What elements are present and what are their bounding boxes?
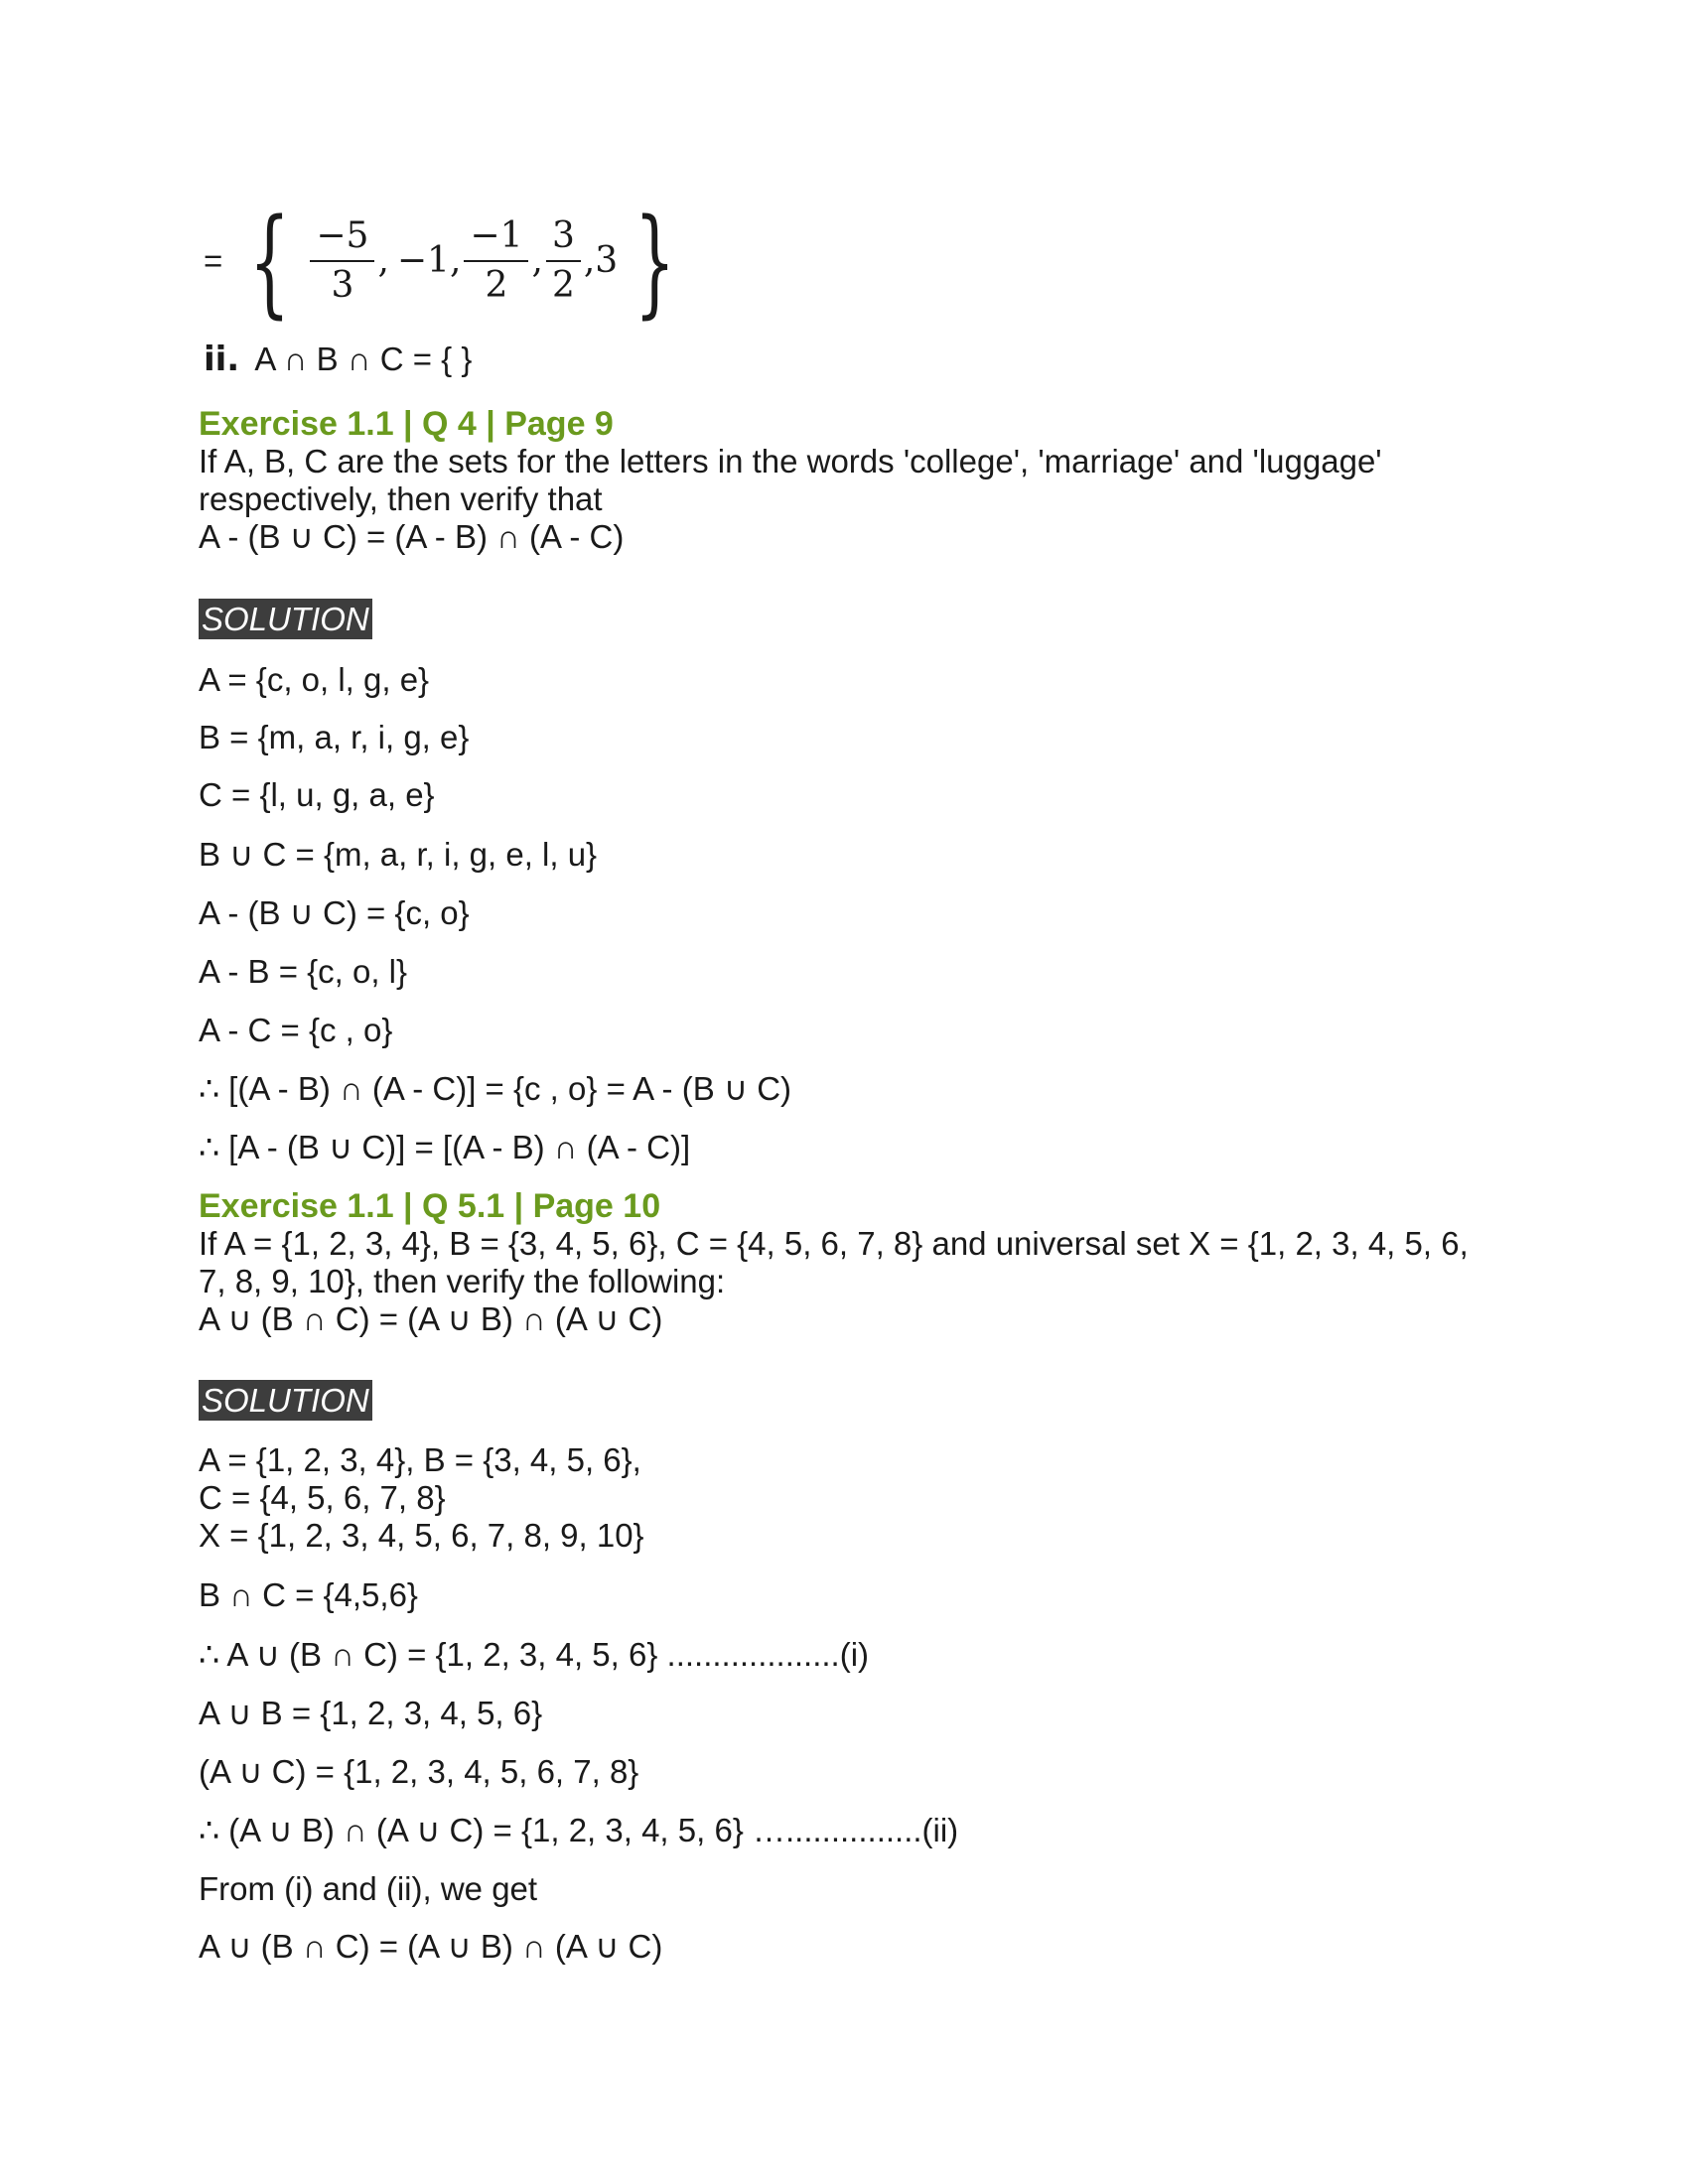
fraction-three-halves [546, 212, 581, 310]
part-ii-line [204, 341, 472, 378]
solution-line: A ∪ (B ∩ C) = (A ∪ B) ∩ (A ∪ C) [199, 1928, 663, 1965]
question-line: If A, B, C are the sets for the letters in the words 'college', 'marriage' and 'luggage' [199, 443, 1382, 479]
exercise-heading-q4: Exercise 1.1 | Q 4 | Page 9 [199, 405, 614, 443]
open-brace: { [249, 192, 291, 330]
given-line: X = {1, 2, 3, 4, 5, 6, 7, 8, 9, 10} [199, 1517, 644, 1554]
solution-line: ∴ [(A - B) ∩ (A - C)] = {c , o} = A - (B ∪ C) [199, 1070, 792, 1107]
solution-line: A = {c, o, l, g, e} [199, 661, 430, 698]
separator: , [377, 240, 389, 281]
solution-line: (A ∪ C) = {1, 2, 3, 4, 5, 6, 7, 8} [199, 1753, 639, 1790]
question-line: If A = {1, 2, 3, 4}, B = {3, 4, 5, 6}, C = {4, 5, 6, 7, 8} and universal set X = {1, 2, 3, 4, 5, 6, [199, 1225, 1469, 1262]
solution-line: A ∪ B = {1, 2, 3, 4, 5, 6} [199, 1695, 543, 1731]
question-line: respectively, then verify that [199, 480, 603, 517]
solution-line: B ∩ C = {4,5,6} [199, 1576, 418, 1613]
solution-line: From (i) and (ii), we get [199, 1870, 538, 1907]
question-line: A ∪ (B ∩ C) = (A ∪ B) ∩ (A ∪ C) [199, 1300, 663, 1337]
question-line: 7, 8, 9, 10}, then verify the following: [199, 1263, 726, 1299]
solution-label-q5-1: SOLUTION [199, 1380, 372, 1421]
fraction-minus-one-half [464, 212, 528, 310]
term-minus-one: −1, [396, 240, 462, 281]
fraction-denominator: 2 [485, 264, 508, 306]
term-three: ,3 [583, 240, 619, 281]
solution-line: A - B = {c, o, l} [199, 953, 408, 990]
solution-line: A - (B ∪ C) = {c, o} [199, 894, 470, 931]
solution-label-q4: SOLUTION [199, 599, 372, 639]
solution-line: ∴ (A ∪ B) ∩ (A ∪ C) = {1, 2, 3, 4, 5, 6} …...............(ii) [199, 1812, 959, 1848]
exercise-heading-q5-1: Exercise 1.1 | Q 5.1 | Page 10 [199, 1187, 661, 1225]
given-line: C = {4, 5, 6, 7, 8} [199, 1479, 446, 1516]
fraction-denominator: 2 [551, 264, 575, 306]
solution-line: B = {m, a, r, i, g, e} [199, 719, 470, 755]
set-expression [204, 192, 692, 330]
solution-line: ∴ [A - (B ∪ C)] = [(A - B) ∩ (A - C)] [199, 1129, 691, 1165]
question-line: A - (B ∪ C) = (A - B) ∩ (A - C) [199, 518, 625, 555]
part-ii-text: A ∩ B ∩ C = { } [254, 341, 473, 377]
fraction-numerator: 3 [546, 212, 581, 262]
fraction-denominator: 3 [331, 264, 354, 306]
solution-line: ∴ A ∪ (B ∩ C) = {1, 2, 3, 4, 5, 6} ...................(i) [199, 1636, 870, 1673]
fraction-numerator: −5 [310, 212, 374, 262]
solution-line: A - C = {c , o} [199, 1012, 393, 1048]
given-line: A = {1, 2, 3, 4}, B = {3, 4, 5, 6}, [199, 1441, 641, 1478]
separator: , [531, 240, 543, 281]
fraction-numerator: −1 [464, 212, 528, 262]
part-ii-label: ii. [204, 340, 240, 379]
solution-line: C = {l, u, g, a, e} [199, 776, 435, 813]
equals-sign: = [204, 241, 223, 279]
fraction-minus-five-thirds [310, 212, 374, 310]
close-brace: } [634, 192, 676, 330]
solution-line: B ∪ C = {m, a, r, i, g, e, l, u} [199, 836, 598, 873]
